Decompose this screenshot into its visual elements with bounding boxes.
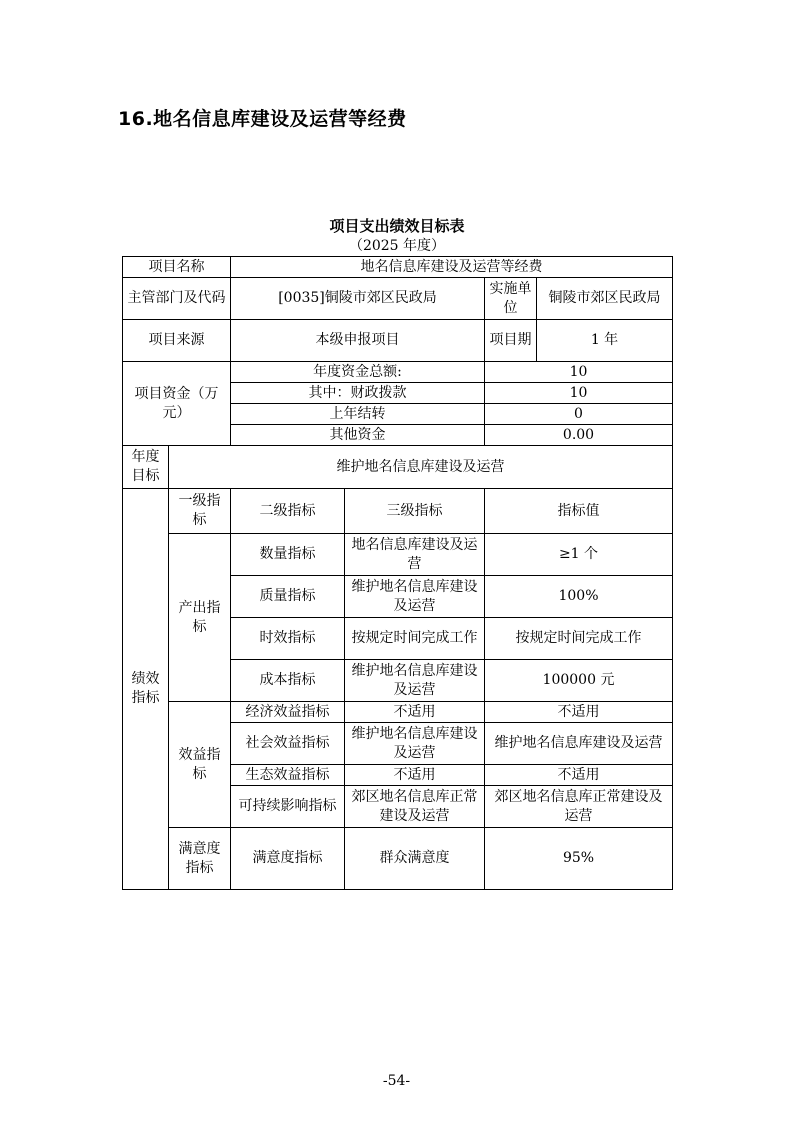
funds-fiscal-value: 10 bbox=[485, 383, 673, 404]
funds-carryover-label: 上年结转 bbox=[231, 404, 485, 425]
benefit-level3: 不适用 bbox=[345, 765, 485, 786]
benefit-level2: 生态效益指标 bbox=[231, 765, 345, 786]
output-value: ≥1 个 bbox=[485, 534, 673, 576]
source-value: 本级申报项目 bbox=[231, 320, 485, 362]
output-level3: 按规定时间完成工作 bbox=[345, 618, 485, 660]
output-level2: 数量指标 bbox=[231, 534, 345, 576]
satisfaction-value: 95% bbox=[485, 828, 673, 890]
benefit-level3: 郊区地名信息库正常建设及运营 bbox=[345, 786, 485, 828]
output-value: 100000 元 bbox=[485, 660, 673, 702]
funds-label: 项目资金（万元） bbox=[123, 362, 231, 446]
benefit-level2: 经济效益指标 bbox=[231, 702, 345, 723]
header-value: 指标值 bbox=[485, 489, 673, 534]
performance-label: 绩效指标 bbox=[123, 489, 169, 890]
funds-other-value: 0.00 bbox=[485, 425, 673, 446]
output-level3: 地名信息库建设及运营 bbox=[345, 534, 485, 576]
benefit-level2: 可持续影响指标 bbox=[231, 786, 345, 828]
benefit-value: 不适用 bbox=[485, 702, 673, 723]
table-title: 项目支出绩效目标表 bbox=[329, 217, 465, 235]
page-number: -54- bbox=[382, 1073, 411, 1089]
annual-goal-value: 维护地名信息库建设及运营 bbox=[169, 446, 673, 489]
funds-other-label: 其他资金 bbox=[231, 425, 485, 446]
funds-fiscal-label: 其中：财政拨款 bbox=[231, 383, 485, 404]
department-label: 主管部门及代码 bbox=[123, 278, 231, 320]
funds-total-value: 10 bbox=[485, 362, 673, 383]
project-name-label: 项目名称 bbox=[123, 257, 231, 278]
benefit-value: 维护地名信息库建设及运营 bbox=[485, 723, 673, 765]
period-value: 1 年 bbox=[537, 320, 673, 362]
funds-carryover-value: 0 bbox=[485, 404, 673, 425]
section-heading: 16.地名信息库建设及运营等经费 bbox=[118, 108, 407, 130]
impl-unit-value: 铜陵市郊区民政局 bbox=[537, 278, 673, 320]
output-level2: 成本指标 bbox=[231, 660, 345, 702]
output-level2: 质量指标 bbox=[231, 576, 345, 618]
department-value: [0035]铜陵市郊区民政局 bbox=[231, 278, 485, 320]
output-level3: 维护地名信息库建设及运营 bbox=[345, 576, 485, 618]
benefit-level2: 社会效益指标 bbox=[231, 723, 345, 765]
funds-total-label: 年度资金总额: bbox=[231, 362, 485, 383]
output-label: 产出指标 bbox=[169, 534, 231, 702]
benefit-value: 不适用 bbox=[485, 765, 673, 786]
satisfaction-level2: 满意度指标 bbox=[231, 828, 345, 890]
benefit-level3: 维护地名信息库建设及运营 bbox=[345, 723, 485, 765]
benefit-label: 效益指标 bbox=[169, 702, 231, 828]
header-level3: 三级指标 bbox=[345, 489, 485, 534]
output-value: 100% bbox=[485, 576, 673, 618]
output-level2: 时效指标 bbox=[231, 618, 345, 660]
header-level1: 一级指标 bbox=[169, 489, 231, 534]
project-name-value: 地名信息库建设及运营等经费 bbox=[231, 257, 673, 278]
output-value: 按规定时间完成工作 bbox=[485, 618, 673, 660]
benefit-level3: 不适用 bbox=[345, 702, 485, 723]
period-label: 项目期 bbox=[485, 320, 537, 362]
performance-table bbox=[122, 256, 673, 890]
output-level3: 维护地名信息库建设及运营 bbox=[345, 660, 485, 702]
satisfaction-level3: 群众满意度 bbox=[345, 828, 485, 890]
impl-unit-label: 实施单位 bbox=[485, 278, 537, 320]
table-subtitle: （2025 年度） bbox=[348, 238, 446, 254]
satisfaction-label: 满意度指标 bbox=[169, 828, 231, 890]
annual-goal-label: 年度目标 bbox=[123, 446, 169, 489]
header-level2: 二级指标 bbox=[231, 489, 345, 534]
source-label: 项目来源 bbox=[123, 320, 231, 362]
benefit-value: 郊区地名信息库正常建设及运营 bbox=[485, 786, 673, 828]
